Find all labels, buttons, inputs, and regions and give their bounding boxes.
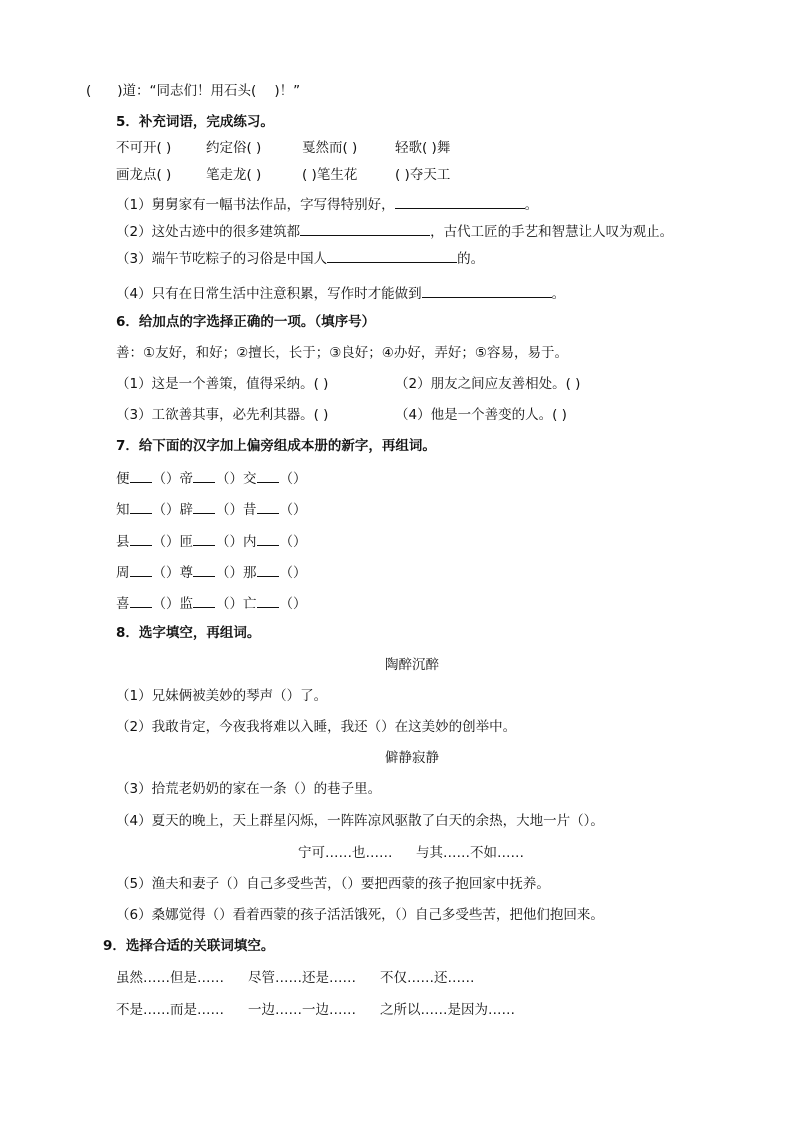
q7-char: 监: [179, 596, 193, 612]
q7-char: 匝: [179, 534, 193, 550]
q5-item-1-text: （1）舅舅家有一幅书法作品，字写得特别好，: [116, 197, 395, 213]
q7-blank[interactable]: [193, 469, 215, 483]
q5-row2-d: ( )夺天工: [395, 167, 451, 183]
q7-char: 那: [243, 565, 257, 581]
q9-option-5: 一边……一边……: [248, 1002, 356, 1018]
q8-title: 8．选字填空，再组词。: [116, 625, 261, 641]
q7-row-1: [116, 469, 307, 488]
q6-item-4: （4）他是一个善变的人。( ): [395, 407, 567, 423]
q9-option-6: 之所以……是因为……: [380, 1002, 515, 1018]
q5-row2-c: ( )笔生花: [302, 167, 358, 183]
q7-blank[interactable]: [257, 500, 279, 514]
q8-sentence-6: （6）桑娜觉得（）看着西蒙的孩子活活饿死，（）自己多受些苦，把他们抱回来。: [116, 907, 604, 923]
q5-item-4-text: （4）只有在日常生活中注意积累，写作时才能做到: [116, 286, 422, 302]
q5-item-1: [116, 195, 538, 214]
q5-item-2-text: （2）这处古迹中的很多建筑都: [116, 224, 301, 240]
top-line: [86, 82, 300, 100]
q8-sentence-4: （4）夏天的晚上，天上群星闪烁，一阵阵凉风驱散了白天的余热，大地一片（）。: [116, 813, 604, 829]
q5-item-2-blank[interactable]: [300, 222, 430, 236]
q7-paren: （）: [152, 596, 180, 612]
q7-blank[interactable]: [193, 563, 215, 577]
q5-row1-d: 轻歌( )舞: [395, 140, 451, 156]
q6-item-1: （1）这是一个善策，值得采纳。( ): [116, 376, 329, 392]
q7-char: 知: [116, 502, 130, 518]
q7-paren: （）: [279, 534, 307, 550]
q7-char: 周: [116, 565, 130, 581]
q5-row1-b: 约定俗( ): [206, 140, 262, 156]
q7-paren: （）: [152, 502, 180, 518]
q7-char: 便: [116, 471, 130, 487]
q5-row2-a: 画龙点( ): [116, 167, 172, 183]
q7-paren: （）: [152, 565, 180, 581]
q5-item-4: [116, 284, 565, 303]
q9-option-1: 虽然……但是……: [116, 970, 224, 986]
q7-blank[interactable]: [193, 500, 215, 514]
q7-blank[interactable]: [193, 532, 215, 546]
q6-options: 善：①友好，和好；②擅长，长于；③良好；④办好，弄好；⑤容易，易于。: [116, 345, 569, 361]
q7-blank[interactable]: [130, 563, 152, 577]
q7-blank[interactable]: [257, 563, 279, 577]
q7-row-2: [116, 500, 307, 519]
q7-paren: （）: [279, 471, 307, 487]
q7-paren: （）: [216, 596, 243, 612]
q7-char: 县: [116, 534, 130, 550]
q7-paren: （）: [152, 471, 180, 487]
top-line-close: )！”: [274, 83, 301, 99]
q9-option-3: 不仅……还……: [380, 970, 475, 986]
q9-title: 9．选择合适的关联词填空。: [103, 938, 275, 954]
q6-title: 6．给加点的字选择正确的一项。（填序号）: [116, 314, 376, 330]
q6-item-3: （3）工欲善其事，必先利其器。( ): [116, 407, 329, 423]
q5-item-3: [116, 249, 484, 268]
q7-blank[interactable]: [257, 469, 279, 483]
q8-sentence-3: （3）拾荒老奶奶的家在一条（）的巷子里。: [116, 781, 382, 797]
q7-char: 昔: [243, 502, 257, 518]
q7-char: 尊: [179, 565, 193, 581]
q7-char: 帝: [179, 471, 193, 487]
q7-blank[interactable]: [193, 594, 215, 608]
q7-blank[interactable]: [257, 594, 279, 608]
q5-row2-b: 笔走龙( ): [206, 167, 262, 183]
q7-blank[interactable]: [130, 594, 152, 608]
q7-paren: （）: [216, 565, 243, 581]
q8-word-group-3a: 宁可……也……: [298, 845, 393, 861]
q5-title: 5．补充词语，完成练习。: [116, 114, 274, 130]
q5-item-3-end: 的。: [457, 251, 485, 267]
q7-paren: （）: [279, 596, 307, 612]
q5-item-1-end: 。: [524, 197, 539, 213]
q6-item-2: （2）朋友之间应友善相处。( ): [395, 376, 581, 392]
q7-paren: （）: [279, 502, 307, 518]
q8-word-group-1: 陶醉沉醉: [385, 657, 439, 673]
q8-word-group-3b: 与其……不如……: [416, 845, 524, 861]
q5-item-4-end: 。: [551, 286, 566, 302]
top-line-open: (: [86, 83, 92, 99]
q8-sentence-5: （5）渔夫和妻子（）自己多受些苦，（）要把西蒙的孩子抱回家中抚养。: [116, 876, 550, 892]
q9-option-2: 尽管……还是……: [248, 970, 356, 986]
q7-blank[interactable]: [130, 469, 152, 483]
q8-word-group-2: 僻静寂静: [385, 750, 439, 766]
q5-item-3-text: （3）端午节吃粽子的习俗是中国人: [116, 251, 328, 267]
q7-paren: （）: [279, 565, 307, 581]
q8-sentence-1: （1）兄妹俩被美妙的琴声（）了。: [116, 688, 328, 704]
top-line-text: )道：“同志们！用石头(: [117, 83, 257, 99]
q7-char: 内: [243, 534, 257, 550]
q7-row-5: [116, 594, 307, 613]
q5-item-3-blank[interactable]: [327, 249, 457, 263]
q7-row-4: [116, 563, 307, 582]
q5-item-2: [116, 222, 673, 241]
q7-char: 喜: [116, 596, 130, 612]
q5-item-1-blank[interactable]: [395, 195, 525, 209]
q5-item-4-blank[interactable]: [422, 284, 552, 298]
q7-paren: （）: [152, 534, 180, 550]
q7-char: 交: [243, 471, 257, 487]
q5-row1-a: 不可开( ): [116, 140, 172, 156]
q7-paren: （）: [216, 534, 243, 550]
q9-option-4: 不是……而是……: [116, 1002, 224, 1018]
q7-blank[interactable]: [257, 532, 279, 546]
q7-blank[interactable]: [130, 500, 152, 514]
q7-paren: （）: [216, 502, 243, 518]
q7-char: 亡: [243, 596, 257, 612]
q7-blank[interactable]: [130, 532, 152, 546]
q7-row-3: [116, 532, 307, 551]
q7-paren: （）: [216, 471, 243, 487]
q7-title: 7．给下面的汉字加上偏旁组成本册的新字，再组词。: [116, 438, 436, 454]
q5-row1-c: 戛然而( ): [302, 140, 358, 156]
q5-item-2-end: ，古代工匠的手艺和智慧让人叹为观止。: [430, 224, 674, 240]
q7-char: 辟: [179, 502, 193, 518]
q8-sentence-2: （2）我敢肯定，今夜我将难以入睡，我还（）在这美妙的创举中。: [116, 719, 517, 735]
